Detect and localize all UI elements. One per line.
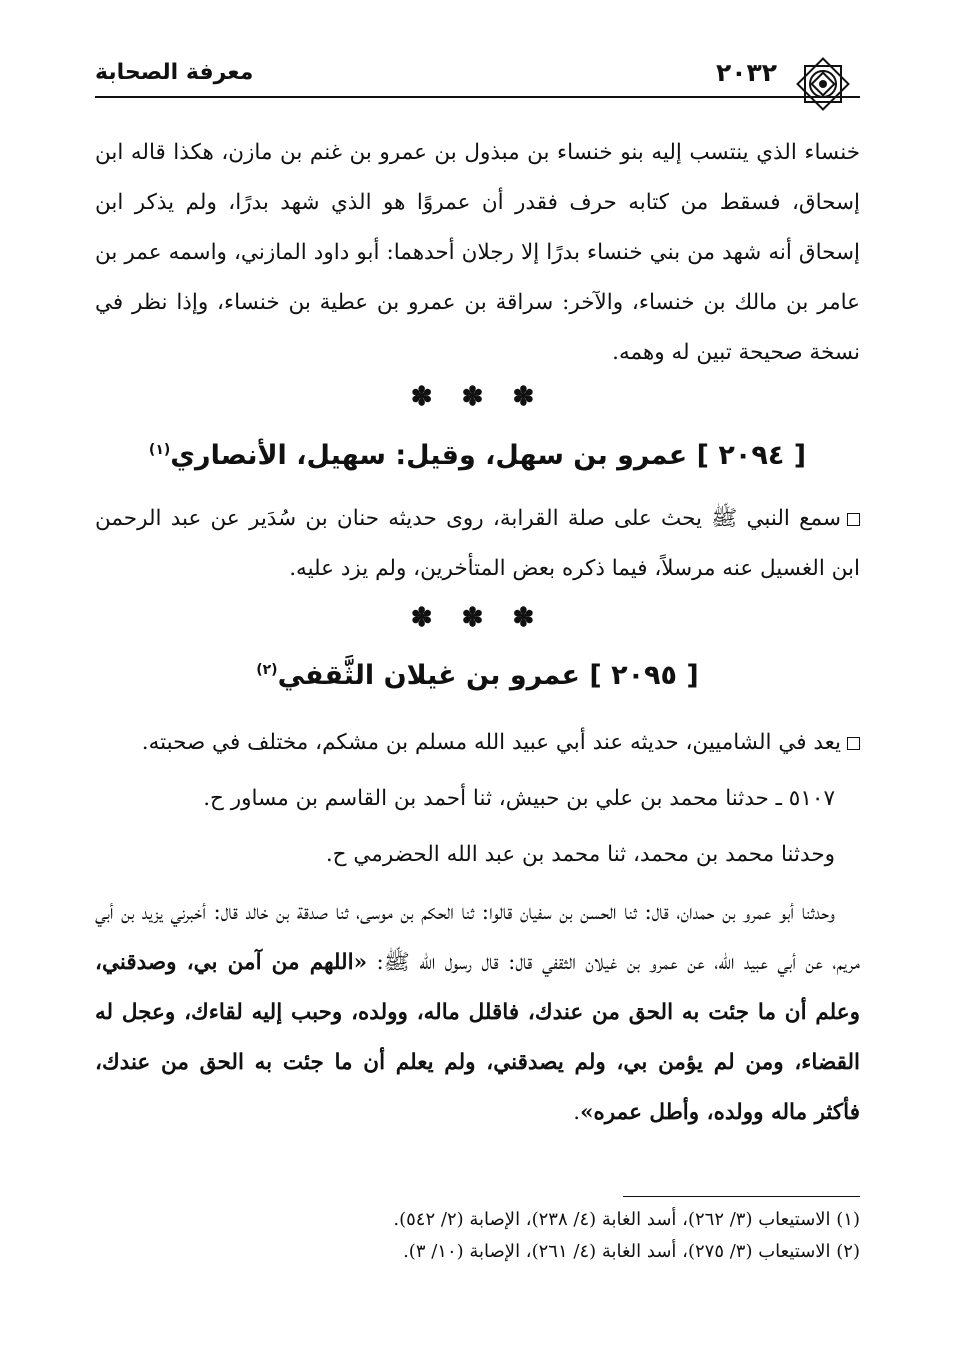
section-separator: ✽ ✽ ✽ (410, 603, 545, 633)
hadith-end: . (573, 1100, 581, 1125)
footnote-rule (623, 1196, 860, 1197)
entry-title-2094 (95, 440, 860, 471)
hadith-matn: «اللهم من آمن بي، وصدقني، وعلم أن ما جئت به الحق من عندك، فاقلل ماله، وولده، وحبب إليه لقاءك، وعجل له القضاء، ومن لم يؤمن بي، ولم يصدقني، ولم يعلم أن ما جئت به الحق من عندك، فأكثر ماله وولده، وأطل عمره» (95, 950, 860, 1125)
footnote-ref: (٢) (256, 662, 278, 678)
entry-2094-text (95, 494, 860, 594)
entry-title-text: [ ٢٠٩٥ ] عمرو بن غيلان الثَّقفي (277, 660, 699, 691)
header-rule (95, 96, 860, 98)
ornament-icon (791, 52, 855, 116)
running-title: معرفة الصحابة (95, 60, 254, 85)
square-marker-icon (847, 513, 860, 526)
square-marker-icon (847, 737, 860, 750)
footnote-ref: (١) (148, 442, 171, 458)
entry-2095-text (95, 718, 860, 768)
hadith-chain-line: ٥١٠٧ ـ حدثنا محمد بن علي بن حبيش، ثنا أحمد بن القاسم بن مساور ح. (203, 786, 835, 811)
paragraph-continuation: خنساء الذي ينتسب إليه بنو خنساء بن مبذول بن عمرو بن غنم بن مازن، هكذا قاله ابن إسحاق، فسقط من كتابه حرف فقدر أن عمروًا هو الذي شهد بدرًا، ولم يذكر ابن إسحاق أنه شهد من بني خنساء بدرًا إلا رجلان أحدهما: أبو داود المازني، واسمه عمر بن عامر بن مالك بن خنساء، والآخر: سراقة بن عمرو بن عطية بن خنساء، وإذا نظر في نسخة صحيحة تبين له وهمه. (95, 140, 860, 365)
entry-body: يعد في الشاميين، حديثه عند أبي عبيد الله مسلم بن مشكم، مختلف في صحبته. (141, 730, 841, 755)
entry-body: سمع النبي ﷺ يحث على صلة القرابة، روى حديثه حنان بن سُدَير عن عبد الرحمن ابن الغسيل عنه مرسلاً، فيما ذكره بعض المتأخرين، ولم يزد عليه. (95, 506, 860, 581)
entry-title-text: [ ٢٠٩٤ ] عمرو بن سهل، وقيل: سهيل، الأنصاري (170, 440, 807, 471)
hadith-isnad: وحدثنا أبو عمرو بن حمدان، قال: ثنا الحسن بن سفيان قالوا: ثنا الحكم بن موسى، ثنا صدقة بن خالد قال: أخبرني يزيد بن أبي مريم، عن أبي عبيد الله، عن عمرو بن غيلان الثقفي قال: قال رسول الله ﷺ: (95, 900, 860, 975)
footnote-1: (١) الاستيعاب (٣/ ٢٦٢)، أسد الغابة (٤/ ٢٣٨)، الإصابة (٢/ ٥٤٢). (393, 1209, 860, 1230)
hadith-paragraph (95, 888, 860, 1138)
section-separator: ✽ ✽ ✽ (410, 382, 545, 412)
footnote-2: (٢) الاستيعاب (٣/ ٢٧٥)، أسد الغابة (٤/ ٢٦١)، الإصابة (١٠/ ٣). (403, 1241, 860, 1262)
entry-title-2095 (95, 660, 860, 691)
hadith-chain-line: وحدثنا محمد بن محمد، ثنا محمد بن عبد الله الحضرمي ح. (325, 842, 835, 867)
page-number: ٢٠٣٢ (715, 58, 777, 87)
